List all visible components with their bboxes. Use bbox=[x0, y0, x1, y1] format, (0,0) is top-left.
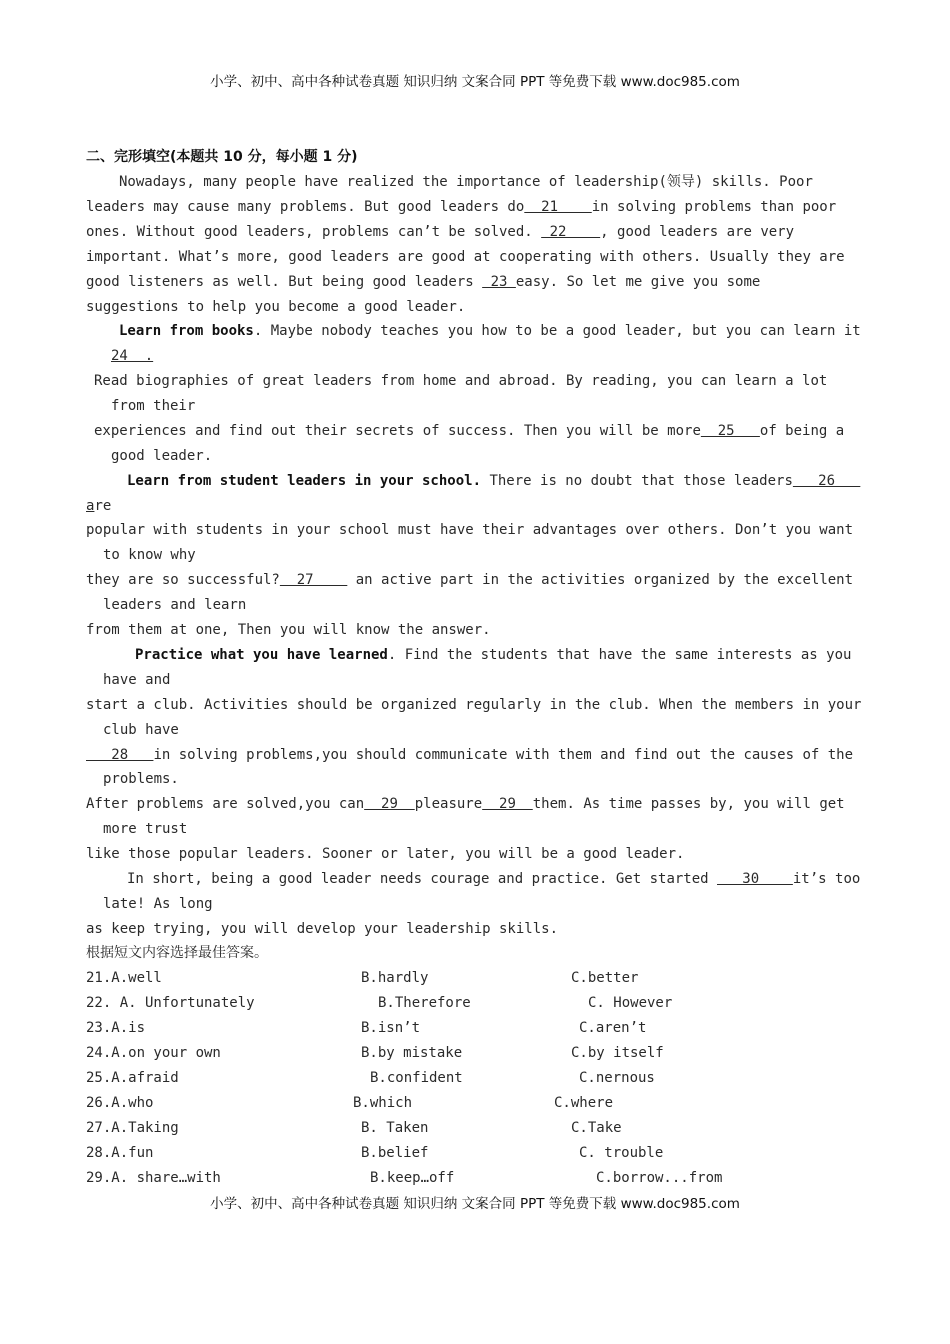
passage-line: club have bbox=[103, 722, 179, 738]
passage-line: Nowadays, many people have realized the importance of leadership(领导) skills. Poor bbox=[119, 174, 813, 190]
question-26-option-c: C.where bbox=[554, 1095, 614, 1111]
passage-line: leaders may cause many problems. But good leaders do 21 in solving problems than poor bbox=[86, 199, 837, 215]
passage-line: more trust bbox=[103, 821, 188, 837]
passage-line: they are so successful? 27 an active part in the activities organized by the excellent bbox=[86, 572, 854, 588]
question-27-option-b: B. Taken bbox=[361, 1120, 429, 1136]
passage-line: Learn from books. Maybe nobody teaches you how to be a good leader, but you can learn it bbox=[119, 323, 861, 339]
section-title: 二、完形填空(本题共 10 分，每小题 1 分) bbox=[86, 149, 358, 165]
blank-21: 21 bbox=[524, 199, 592, 215]
question-21-option-b: B.hardly bbox=[361, 970, 429, 986]
passage-line: leaders and learn bbox=[103, 597, 247, 613]
question-29-option-b: B.keep…off bbox=[370, 1170, 455, 1186]
question-29-option-c: C.borrow...from bbox=[596, 1170, 723, 1186]
passage-line: are bbox=[86, 498, 112, 514]
question-28-option-c: C. trouble bbox=[579, 1145, 664, 1161]
passage-line: popular with students in your school must have their advantages over others. Don’t you want bbox=[86, 522, 854, 538]
blank-22: 22 bbox=[541, 224, 601, 240]
passage-line: After problems are solved,you can 29 pleasure 29 them. As time passes by, you will get bbox=[86, 796, 845, 812]
instruction: 根据短文内容选择最佳答案。 bbox=[86, 945, 268, 961]
blank-29-second: 29 bbox=[482, 796, 533, 812]
heading-learn-from-books: Learn from books bbox=[119, 323, 254, 339]
question-21-option-c: C.better bbox=[571, 970, 639, 986]
passage-line: have and bbox=[103, 672, 171, 688]
blank-29-first: 29 bbox=[364, 796, 415, 812]
blank-25: 25 bbox=[700, 423, 760, 439]
question-27-option-a: 27.A.Taking bbox=[86, 1120, 179, 1136]
passage-line: from their bbox=[111, 398, 196, 414]
question-23-option-b: B.isn’t bbox=[361, 1020, 421, 1036]
question-25-option-c: C.nernous bbox=[579, 1070, 655, 1086]
passage-line: as keep trying, you will develop your leadership skills. bbox=[86, 921, 559, 937]
question-27-option-c: C.Take bbox=[571, 1120, 622, 1136]
passage-line: late! As long bbox=[103, 896, 213, 912]
passage-line: experiences and find out their secrets of success. Then you will be more 25 of being a bbox=[94, 423, 845, 439]
question-29-option-a: 29.A. share…with bbox=[86, 1170, 221, 1186]
blank-30: 30 bbox=[717, 871, 793, 887]
page-header: 小学、初中、高中各种试卷真题 知识归纳 文案合同 PPT 等免费下载 www.doc985.com bbox=[210, 74, 740, 90]
passage-line: suggestions to help you become a good leader. bbox=[86, 299, 466, 315]
passage-line: from them at one, Then you will know the answer. bbox=[86, 622, 491, 638]
passage-line: ones. Without good leaders, problems can’t be solved. 22 , good leaders are very bbox=[86, 224, 795, 240]
question-23-option-c: C.aren’t bbox=[579, 1020, 647, 1036]
question-22-option-b: B.Therefore bbox=[378, 995, 471, 1011]
question-24-option-b: B.by mistake bbox=[361, 1045, 463, 1061]
passage-line: start a club. Activities should be organized regularly in the club. When the members in your bbox=[86, 697, 862, 713]
passage-line: Read biographies of great leaders from home and abroad. By reading, you can learn a lot bbox=[94, 373, 828, 389]
question-28-option-b: B.belief bbox=[361, 1145, 429, 1161]
passage-line: 28 in solving problems,you should communicate with them and find out the causes of the bbox=[86, 747, 854, 763]
question-24-option-c: C.by itself bbox=[571, 1045, 664, 1061]
heading-student-leaders: Learn from student leaders in your school. bbox=[127, 473, 482, 489]
heading-practice: Practice what you have learned bbox=[135, 647, 388, 663]
passage-line: problems. bbox=[103, 771, 179, 787]
question-26-option-b: B.which bbox=[353, 1095, 413, 1111]
passage-line: good leader. bbox=[111, 448, 213, 464]
page-footer: 小学、初中、高中各种试卷真题 知识归纳 文案合同 PPT 等免费下载 www.doc985.com bbox=[210, 1196, 740, 1212]
question-23-option-a: 23.A.is bbox=[86, 1020, 146, 1036]
blank-27: 27 bbox=[279, 572, 348, 588]
passage-line: Learn from student leaders in your school. There is no doubt that those leaders 26 bbox=[127, 473, 861, 489]
passage-line: like those popular leaders. Sooner or later, you will be a good leader. bbox=[86, 846, 685, 862]
question-22-option-a: 22. A. Unfortunately bbox=[86, 995, 255, 1011]
question-22-option-c: C. However bbox=[588, 995, 673, 1011]
question-28-option-a: 28.A.fun bbox=[86, 1145, 154, 1161]
passage-line bbox=[111, 346, 153, 366]
passage-line: important. What’s more, good leaders are good at cooperating with others. Usually they are bbox=[86, 249, 845, 265]
passage-line: Practice what you have learned. Find the students that have the same interests as you bbox=[135, 647, 852, 663]
question-25-option-b: B.confident bbox=[370, 1070, 463, 1086]
passage-line: to know why bbox=[103, 547, 196, 563]
question-21-option-a: 21.A.well bbox=[86, 970, 162, 986]
question-24-option-a: 24.A.on your own bbox=[86, 1045, 221, 1061]
passage-line: In short, being a good leader needs courage and practice. Get started 30 it’s too bbox=[127, 871, 861, 887]
blank-28: 28 bbox=[86, 747, 154, 763]
blank-24: 24 . bbox=[111, 348, 154, 364]
blank-23: 23 bbox=[482, 274, 516, 290]
question-25-option-a: 25.A.afraid bbox=[86, 1070, 179, 1086]
passage-line: good listeners as well. But being good leaders 23 easy. So let me give you some bbox=[86, 274, 761, 290]
blank-26: 26 bbox=[792, 473, 861, 489]
question-26-option-a: 26.A.who bbox=[86, 1095, 154, 1111]
